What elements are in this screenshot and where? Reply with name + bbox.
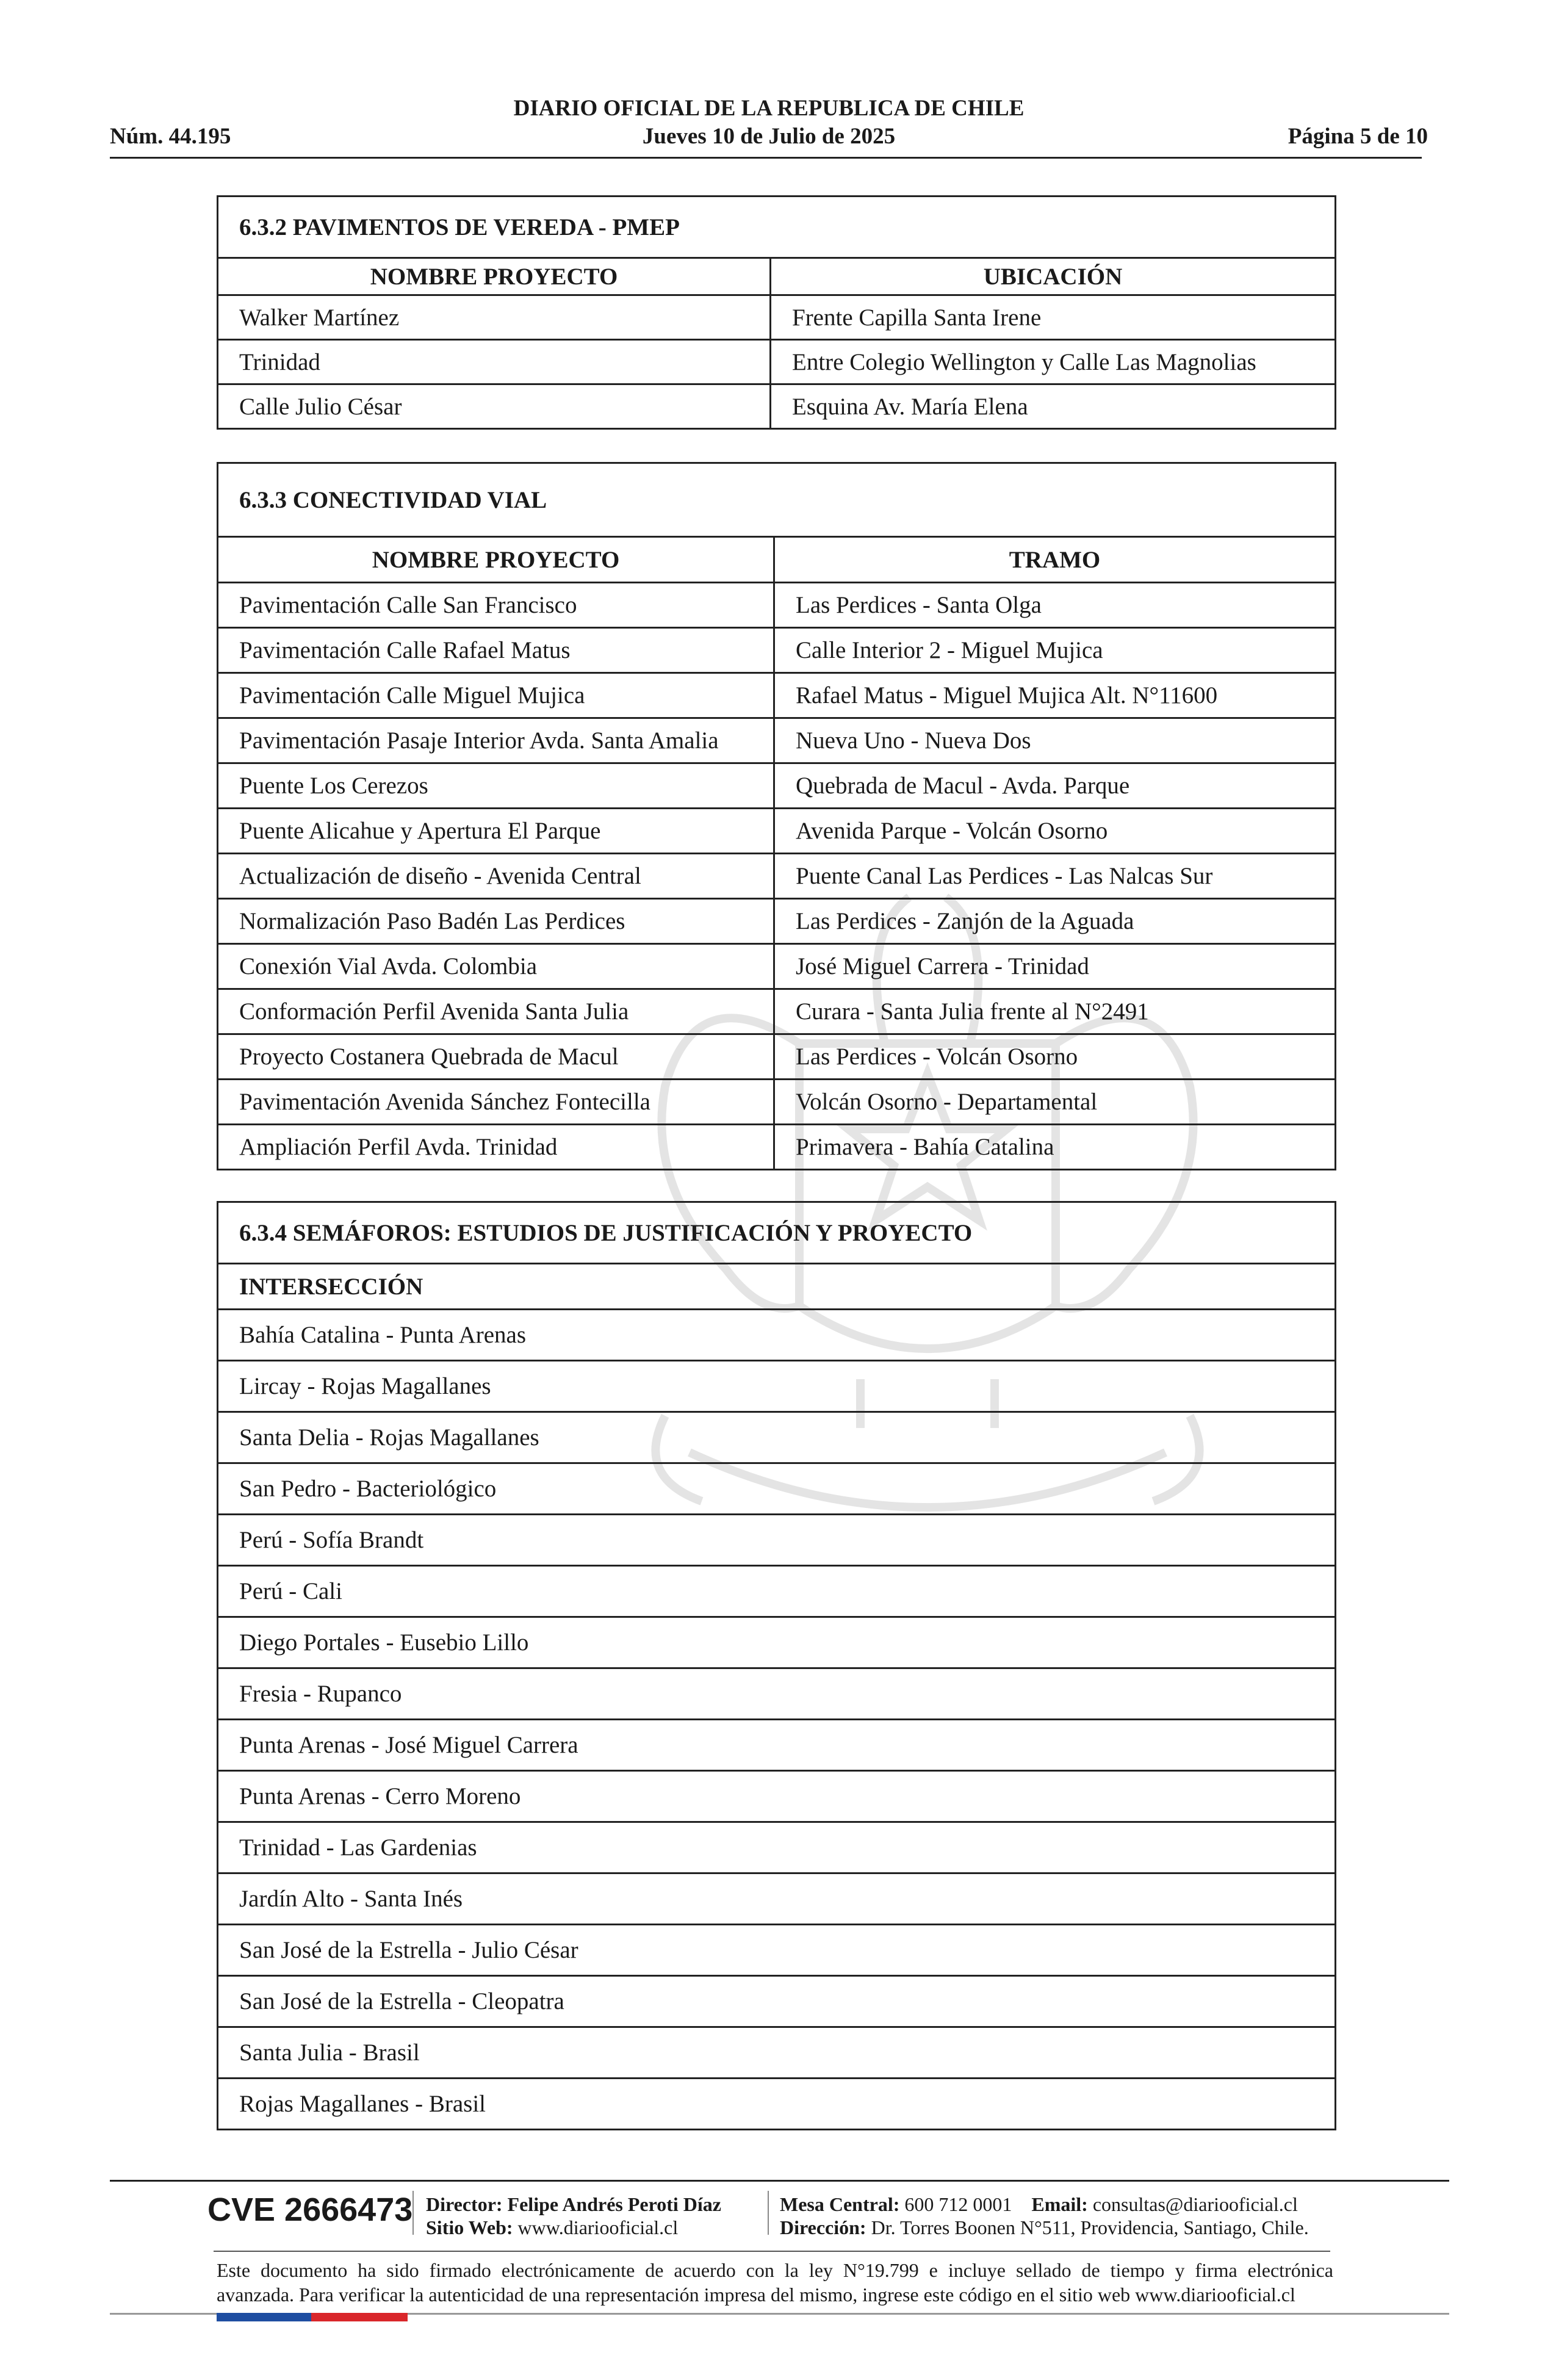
section-title-634: 6.3.4 SEMÁFOROS: ESTUDIOS DE JUSTIFICACIÓN Y PROYECTO <box>218 1202 1336 1264</box>
tramo-cell: Rafael Matus - Miguel Mujica Alt. N°11600 <box>774 673 1336 718</box>
table-row <box>218 1034 1336 1080</box>
table-row <box>218 1515 1336 1566</box>
column-header-nombre: NOMBRE PROYECTO <box>218 258 771 295</box>
mesa-phone: 600 712 0001 <box>904 2193 1012 2215</box>
table-row <box>218 1412 1336 1463</box>
table-row <box>218 854 1336 899</box>
table-row <box>218 1873 1336 1925</box>
intersection-cell: San José de la Estrella - Cleopatra <box>218 1976 1336 2027</box>
legal-notice <box>217 2258 1333 2307</box>
table-row <box>218 1925 1336 1976</box>
table-row <box>218 899 1336 944</box>
director-line <box>426 2193 721 2216</box>
table-row <box>218 673 1336 718</box>
intersection-cell: San Pedro - Bacteriológico <box>218 1463 1336 1515</box>
project-name-cell: Proyecto Costanera Quebrada de Macul <box>218 1034 774 1080</box>
tramo-cell: Quebrada de Macul - Avda. Parque <box>774 763 1336 809</box>
project-name-cell: Pavimentación Calle Rafael Matus <box>218 628 774 673</box>
intersection-cell: Perú - Cali <box>218 1566 1336 1617</box>
flag-stripe-blue <box>217 2313 311 2321</box>
column-header-tramo: TRAMO <box>774 537 1336 583</box>
table-row <box>218 718 1336 763</box>
table-row <box>218 1463 1336 1515</box>
table-row <box>218 583 1336 628</box>
table-row <box>218 1361 1336 1412</box>
location-cell: Frente Capilla Santa Irene <box>771 295 1336 340</box>
tramo-cell: Primavera - Bahía Catalina <box>774 1125 1336 1170</box>
issue-date: Jueves 10 de Julio de 2025 <box>642 124 896 149</box>
intersection-cell: Diego Portales - Eusebio Lillo <box>218 1617 1336 1668</box>
tramo-cell: Las Perdices - Santa Olga <box>774 583 1336 628</box>
director-label: Director: <box>426 2193 503 2215</box>
intersection-cell: Perú - Sofía Brandt <box>218 1515 1336 1566</box>
table-row <box>218 384 1336 429</box>
column-header-ubicacion: UBICACIÓN <box>771 258 1336 295</box>
project-name-cell: Puente Los Cerezos <box>218 763 774 809</box>
intersection-cell: Punta Arenas - Cerro Moreno <box>218 1771 1336 1822</box>
tramo-cell: Curara - Santa Julia frente al N°2491 <box>774 989 1336 1034</box>
footer-divider-top <box>110 2180 1449 2182</box>
email-link[interactable]: consultas@diariooficial.cl <box>1092 2193 1298 2215</box>
tramo-cell: Nueva Uno - Nueva Dos <box>774 718 1336 763</box>
website-link[interactable]: www.diariooficial.cl <box>517 2216 679 2238</box>
intersection-cell: Bahía Catalina - Punta Arenas <box>218 1310 1336 1361</box>
section-title-632: 6.3.2 PAVIMENTOS DE VEREDA - PMEP <box>218 197 1336 258</box>
page-number: Página 5 de 10 <box>1288 124 1428 149</box>
intersection-cell: Punta Arenas - José Miguel Carrera <box>218 1720 1336 1771</box>
tramo-cell: Puente Canal Las Perdices - Las Nalcas Sur <box>774 854 1336 899</box>
legal-line-2: avanzada. Para verificar la autenticidad de una representación impresa del mismo, ingrese este código en el sitio web www.diariooficial.cl <box>217 2284 1295 2306</box>
table-row <box>218 295 1336 340</box>
table-semaforos <box>217 1201 1336 2130</box>
intersection-cell: Fresia - Rupanco <box>218 1668 1336 1720</box>
footer-separator <box>412 2191 414 2235</box>
tramo-cell: Volcán Osorno - Departamental <box>774 1080 1336 1125</box>
table-row <box>218 989 1336 1034</box>
project-name-cell: Pavimentación Calle Miguel Mujica <box>218 673 774 718</box>
table-row <box>218 2079 1336 2130</box>
contact-line <box>780 2193 1298 2216</box>
issue-number: Núm. 44.195 <box>110 124 231 149</box>
tramo-cell: Avenida Parque - Volcán Osorno <box>774 809 1336 854</box>
table-row <box>218 1668 1336 1720</box>
address-value: Dr. Torres Boonen N°511, Providencia, Santiago, Chile. <box>871 2216 1309 2238</box>
footer-divider-mid <box>214 2251 1330 2252</box>
address-line <box>780 2216 1309 2239</box>
director-name: Felipe Andrés Peroti Díaz <box>507 2193 721 2215</box>
website-label: Sitio Web: <box>426 2216 513 2238</box>
table-row <box>218 1771 1336 1822</box>
table-row <box>218 1822 1336 1873</box>
address-label: Dirección: <box>780 2216 866 2238</box>
table-row <box>218 340 1336 384</box>
intersection-cell: Jardín Alto - Santa Inés <box>218 1873 1336 1925</box>
table-conectividad-vial <box>217 462 1336 1170</box>
table-row <box>218 1720 1336 1771</box>
section-title-633: 6.3.3 CONECTIVIDAD VIAL <box>218 463 1336 537</box>
legal-line-1: Este documento ha sido firmado electrónicamente de acuerdo con la ley N°19.799 e incluye sellado de tiempo y firma electrónica <box>217 2259 1333 2281</box>
header-divider <box>110 157 1422 159</box>
intersection-cell: San José de la Estrella - Julio César <box>218 1925 1336 1976</box>
project-name-cell: Calle Julio César <box>218 384 771 429</box>
flag-stripe-red <box>311 2313 408 2321</box>
mesa-label: Mesa Central: <box>780 2193 900 2215</box>
table-row <box>218 2027 1336 2079</box>
table-row <box>218 1125 1336 1170</box>
intersection-cell: Santa Julia - Brasil <box>218 2027 1336 2079</box>
column-header-nombre: NOMBRE PROYECTO <box>218 537 774 583</box>
footer-separator <box>768 2191 769 2235</box>
project-name-cell: Pavimentación Pasaje Interior Avda. Santa Amalia <box>218 718 774 763</box>
tramo-cell: José Miguel Carrera - Trinidad <box>774 944 1336 989</box>
table-row <box>218 763 1336 809</box>
table-pavimentos-vereda <box>217 195 1336 430</box>
intersection-cell: Santa Delia - Rojas Magallanes <box>218 1412 1336 1463</box>
table-row <box>218 1310 1336 1361</box>
tramo-cell: Las Perdices - Zanjón de la Aguada <box>774 899 1336 944</box>
project-name-cell: Conformación Perfil Avenida Santa Julia <box>218 989 774 1034</box>
intersection-cell: Trinidad - Las Gardenias <box>218 1822 1336 1873</box>
intersection-cell: Rojas Magallanes - Brasil <box>218 2079 1336 2130</box>
cve-code: CVE 2666473 <box>207 2191 413 2228</box>
table-row <box>218 1080 1336 1125</box>
project-name-cell: Trinidad <box>218 340 771 384</box>
column-header-interseccion: INTERSECCIÓN <box>218 1264 1336 1310</box>
intersection-cell: Lircay - Rojas Magallanes <box>218 1361 1336 1412</box>
tramo-cell: Las Perdices - Volcán Osorno <box>774 1034 1336 1080</box>
table-row <box>218 944 1336 989</box>
project-name-cell: Actualización de diseño - Avenida Central <box>218 854 774 899</box>
project-name-cell: Conexión Vial Avda. Colombia <box>218 944 774 989</box>
email-label: Email: <box>1031 2193 1088 2215</box>
project-name-cell: Puente Alicahue y Apertura El Parque <box>218 809 774 854</box>
page-header <box>110 92 1428 159</box>
location-cell: Entre Colegio Wellington y Calle Las Magnolias <box>771 340 1336 384</box>
project-name-cell: Ampliación Perfil Avda. Trinidad <box>218 1125 774 1170</box>
table-row <box>218 809 1336 854</box>
tramo-cell: Calle Interior 2 - Miguel Mujica <box>774 628 1336 673</box>
newspaper-title: DIARIO OFICIAL DE LA REPUBLICA DE CHILE <box>513 96 1025 121</box>
location-cell: Esquina Av. María Elena <box>771 384 1336 429</box>
project-name-cell: Normalización Paso Badén Las Perdices <box>218 899 774 944</box>
project-name-cell: Walker Martínez <box>218 295 771 340</box>
project-name-cell: Pavimentación Avenida Sánchez Fontecilla <box>218 1080 774 1125</box>
website-line <box>426 2216 678 2239</box>
table-row <box>218 1566 1336 1617</box>
table-row <box>218 1976 1336 2027</box>
table-row <box>218 1617 1336 1668</box>
project-name-cell: Pavimentación Calle San Francisco <box>218 583 774 628</box>
table-row <box>218 628 1336 673</box>
